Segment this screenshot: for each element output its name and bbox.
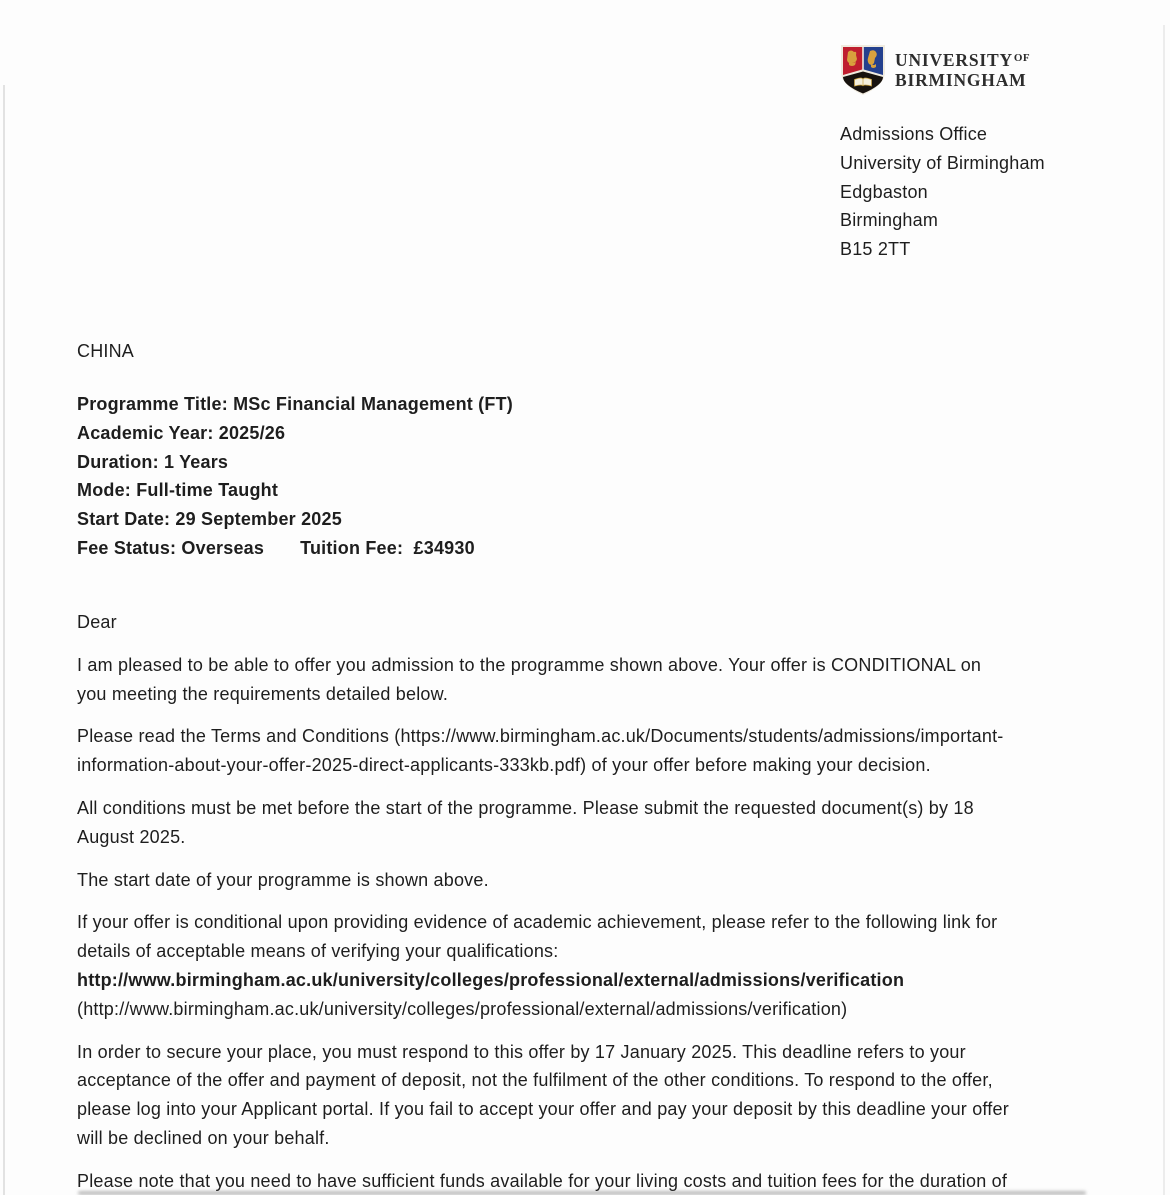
- paragraph-verification: [77, 908, 1117, 1023]
- paragraph-terms: [77, 722, 1117, 780]
- verification-link-plain: (http://www.birmingham.ac.uk/university/colleges/professional/external/admissions/verification): [77, 998, 848, 1019]
- logo-of-text: OF: [1013, 52, 1030, 64]
- body-line: I am pleased to be able to offer you admission to the programme shown above. Your offer is CONDITIONAL on: [77, 654, 982, 675]
- page-edge-right: [1163, 25, 1165, 1195]
- mode-line: Mode: Full-time Taught: [77, 480, 279, 501]
- letter-body: [77, 608, 1117, 1195]
- page-edge-left: [3, 85, 5, 1195]
- body-line: information-about-your-offer-2025-direct-applicants-333kb.pdf) of your offer before making your decision.: [77, 755, 931, 776]
- body-line: Please read the Terms and Conditions (https://www.birmingham.ac.uk/Documents/students/admissions/important-: [77, 726, 1004, 747]
- body-line: August 2025.: [77, 826, 186, 847]
- body-line: acceptance of the offer and payment of deposit, not the fulfilment of the other conditions. To respond to the offer,: [77, 1070, 993, 1091]
- duration-line: Duration: 1 Years: [77, 451, 229, 472]
- start-date-line: Start Date: 29 September 2025: [77, 509, 342, 530]
- paragraph-conditions-deadline: [77, 794, 1117, 852]
- university-logo: [840, 44, 1030, 96]
- cutoff-text-artifact: [78, 1191, 1086, 1195]
- tuition-fee: Tuition Fee: £34930: [300, 537, 475, 558]
- address-line: University of Birmingham: [840, 152, 1045, 173]
- body-line: The start date of your programme is shown above.: [77, 869, 489, 890]
- fee-status: Fee Status: Overseas: [77, 537, 265, 558]
- logo-wordmark-line2: BIRMINGHAM: [895, 70, 1027, 90]
- address-line: Edgbaston: [840, 181, 928, 202]
- sender-address: [840, 120, 1045, 264]
- programme-details: [77, 390, 513, 563]
- body-line: will be declined on your behalf.: [77, 1127, 330, 1148]
- address-line: B15 2TT: [840, 239, 911, 260]
- body-line: Please note that you need to have sufficient funds available for your living costs and tuition fees for the duration of: [77, 1170, 1008, 1191]
- address-line: Admissions Office: [840, 124, 988, 144]
- body-line: If your offer is conditional upon providing evidence of academic achievement, please refer to the following link for: [77, 912, 998, 933]
- recipient-country: CHINA: [77, 341, 135, 361]
- logo-wordmark-line1: $UNIVERSITY^{OF}$: [895, 50, 1030, 70]
- paragraph-offer: [77, 651, 1117, 709]
- paragraph-respond-deadline: [77, 1038, 1117, 1153]
- paragraph-start-date: [77, 866, 1117, 895]
- body-line: All conditions must be met before the start of the programme. Please submit the requested document(s) by 18: [77, 797, 974, 818]
- fee-line: [77, 534, 513, 563]
- body-line: In order to secure your place, you must respond to this offer by 17 January 2025. This deadline refers to your: [77, 1041, 966, 1062]
- body-line: you meeting the requirements detailed below.: [77, 683, 449, 704]
- verification-link-bold: http://www.birmingham.ac.uk/university/colleges/professional/external/admissions/verification: [77, 969, 905, 990]
- salutation: Dear: [77, 612, 117, 632]
- university-crest-icon: [840, 44, 886, 96]
- body-line: details of acceptable means of verifying your qualifications:: [77, 941, 559, 962]
- body-line: please log into your Applicant portal. If you fail to accept your offer and pay your deposit by this deadline your offer: [77, 1099, 1009, 1120]
- address-line: Birmingham: [840, 210, 939, 231]
- programme-title-line: Programme Title: MSc Financial Management (FT): [77, 394, 513, 414]
- academic-year-line: Academic Year: 2025/26: [77, 422, 286, 443]
- logo-wordmark: [895, 44, 1030, 90]
